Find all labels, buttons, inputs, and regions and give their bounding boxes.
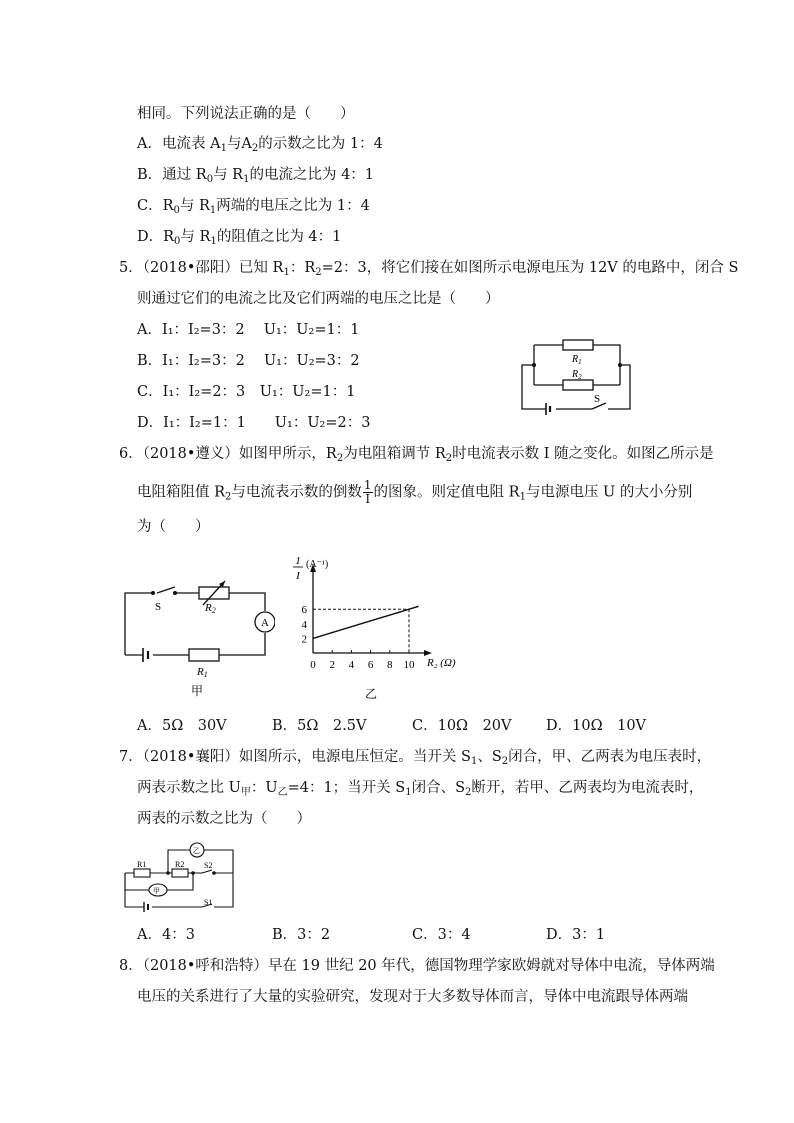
q7-r1-label: R1 [137, 860, 147, 869]
y-tick-label: 6 [301, 604, 307, 617]
data-line [313, 606, 419, 638]
q5-option-d: D．I₁：I₂=1：1 U₁：U₂=2：3 [137, 415, 371, 431]
x-tick-label: 8 [387, 659, 393, 671]
x-tick-label: 0 [310, 659, 316, 671]
q4-option-d: D．$R_0$与 $R_1$的阻值之比为 4：1 [137, 229, 342, 247]
figure-caption-yi: 乙 [365, 687, 378, 701]
q4-stem-end: 相同。下列说法正确的是（ ） [137, 106, 355, 122]
q7-s1-label: S1 [204, 898, 213, 907]
y-axis-unit: (A⁻¹) [306, 559, 329, 570]
q7-option-c: C．3：4 [412, 927, 471, 943]
q6-circuit-jia [115, 575, 275, 700]
y-tick-label: 2 [301, 633, 307, 646]
q4-option-a: A．电流表 $A_1$与$A_2$的示数之比为 1：4 [137, 136, 383, 154]
y-tick-label: 4 [301, 618, 307, 631]
q7-stem-line3: 两表的示数之比为（ ） [137, 811, 311, 827]
q8-stem-line1: 8．（2018•呼和浩特）早在 19 世纪 20 年代，德国物理学家欧姆就对导体中电流，导体两端 [119, 958, 715, 974]
meter-yi-symbol: 乙 [193, 847, 200, 855]
q6-option-a: A．5Ω 30V [137, 718, 227, 734]
q5-switch-label: S [594, 393, 601, 405]
q4-option-c: C．$R_0$与 $R_1$两端的电压之比为 1：4 [137, 198, 370, 216]
q5-option-b: B．I₁：I₂=3：2 U₁：U₂=3：2 [137, 353, 360, 369]
q5-stem-line2: 则通过它们的电流之比及它们两端的电压之比是（ ） [137, 291, 500, 307]
inverse-current-fraction: $\frac{1}{I}$ [363, 478, 372, 506]
q8-stem-line2: 电压的关系进行了大量的实验研究，发现对于大多数导体而言，导体中电流跟导体两端 [137, 989, 688, 1005]
q6-stem-line1: 6．（2018•遵义）如图甲所示，$R_2$为电阻箱调节 $R_2$时电流表示数 I 随之变化。如图乙所示是 [119, 446, 714, 464]
q6-option-b: B．5Ω 2.5V [272, 718, 367, 734]
q4-option-b: B．通过 $R_0$与 $R_1$的电流之比为 4：1 [137, 167, 375, 185]
q6-r1-label: R1 [197, 666, 208, 679]
x-axis-label: R₂ (Ω) [427, 657, 456, 669]
x-axis-arrow [424, 650, 432, 656]
q7-stem-line1: 7．（2018•襄阳）如图所示，电源电压恒定。当开关 $S_1$、$S_2$闭合，甲、乙两表为电压表时， [119, 749, 712, 767]
q6-stem-line2: 电阻箱阻值 $R_2$与电流表示数的倒数 $\frac{1}{I}$ 的图象。则定值电阻 $R_1$与电源电压 U 的大小分别 [137, 478, 693, 506]
q7-r2-label: R2 [175, 860, 185, 869]
q6-switch-label: S [155, 601, 162, 613]
x-tick-label: 10 [403, 659, 415, 671]
q6-r2-label: R2 [205, 602, 216, 615]
q5-option-a: A．I₁：I₂=3：2 U₁：U₂=1：1 [137, 322, 360, 338]
q7-option-b: B．3：2 [272, 927, 331, 943]
figure-caption-jia: 甲 [191, 684, 204, 698]
x-tick-label: 4 [348, 659, 355, 671]
ammeter-symbol: A [261, 617, 269, 629]
q7-option-d: D．3：1 [546, 927, 606, 943]
q6-graph-yi [290, 548, 470, 706]
y-axis-label-denominator: I [296, 570, 300, 582]
q7-option-a: A．4：3 [137, 927, 195, 943]
q6-option-d: D．10Ω 10V [546, 718, 647, 734]
q5-option-c: C．I₁：I₂=2：3 U₁：U₂=1：1 [137, 384, 356, 400]
q7-stem-line2: 两表示数之比 $U_甲$：$U_乙=4$：1；当开关 $S_1$闭合、$S_2$断开，若甲、乙两表均为电流表时， [137, 780, 704, 798]
q6-stem-line3: 为（ ） [137, 519, 210, 535]
x-tick-label: 2 [329, 659, 335, 671]
q5-r2-label: $R_2$ [572, 369, 582, 381]
q5-r1-label: $R_1$ [572, 354, 582, 366]
q6-option-c: C．10Ω 20V [412, 718, 512, 734]
q7-s2-label: S2 [204, 861, 213, 870]
q5-stem-line1: 5．（2018•邵阳）已知 $R_1$：$R_2=2$：3，将它们接在如图所示电源电压为 12V 的电路中，闭合 S [119, 260, 739, 278]
q5-circuit-diagram [512, 335, 642, 415]
y-axis-label-numerator: 1 [295, 555, 301, 567]
q7-circuit-diagram [118, 840, 243, 915]
x-tick-label: 6 [367, 659, 374, 671]
meter-jia-symbol: 甲 [153, 887, 160, 895]
